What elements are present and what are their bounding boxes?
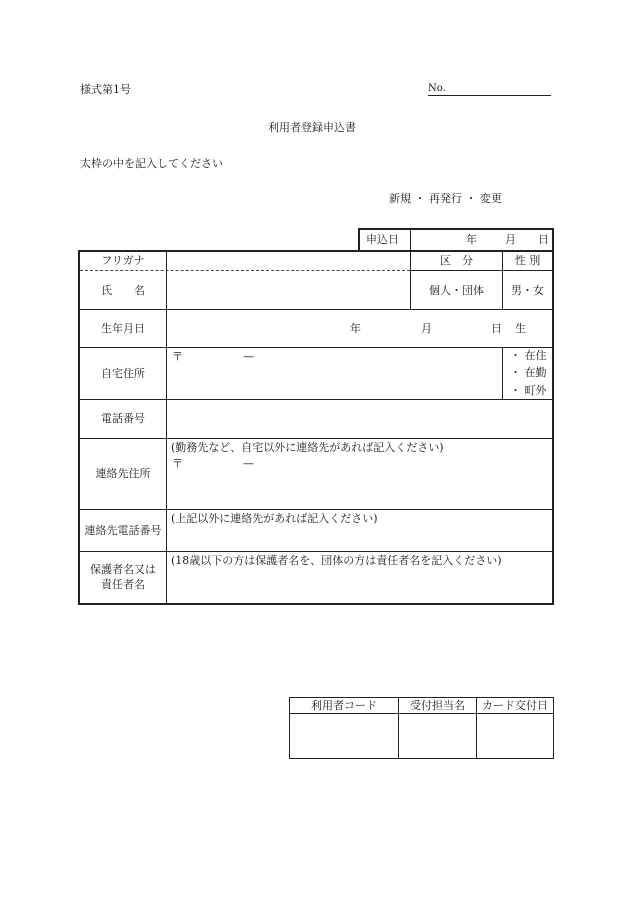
category-label: 区 分 <box>440 254 473 267</box>
postal-dash: — <box>243 350 254 363</box>
contact-phone-label: 連絡先電話番号 <box>84 524 162 537</box>
form-number: 様式第1号 <box>80 83 131 96</box>
apply-date-label: 申込日 <box>366 233 399 246</box>
card-issue-date-cell[interactable] <box>477 714 553 758</box>
instruction-text: 太枠の中を記入してください <box>80 157 223 170</box>
postal-mark: 〒 <box>172 350 183 363</box>
home-address-label: 自宅住所 <box>101 367 145 380</box>
guardian-label-line1: 保護者名又は <box>90 563 156 576</box>
contact-phone-note: (上記以外に連絡先があれば記入ください) <box>171 512 378 525</box>
category-options[interactable]: 個人・団体 <box>429 284 484 297</box>
guardian-note: (18歳以下の方は保護者名を、団体の方は責任者名を記入ください) <box>171 554 502 567</box>
gender-label: 性 別 <box>514 254 541 267</box>
receiver-cell[interactable] <box>399 714 476 758</box>
residence-option-live[interactable]: ・ 在住 <box>510 349 547 362</box>
birth-suffix-label: 生 <box>515 322 526 335</box>
name-label: 氏 名 <box>101 284 145 297</box>
furigana-label: フリガナ <box>101 254 145 267</box>
residence-option-outside[interactable]: ・ 町外 <box>510 384 547 397</box>
name-field[interactable] <box>167 271 409 309</box>
receiver-header: 受付担当名 <box>410 699 465 712</box>
birthdate-label: 生年月日 <box>101 322 145 335</box>
contact-address-note: (勤務先など、自宅以外に連絡先があれば記入ください) <box>171 441 444 454</box>
application-type-options[interactable]: 新規 ・ 再発行 ・ 変更 <box>389 192 502 205</box>
serial-number-underline <box>428 95 551 96</box>
contact-postal-mark: 〒 <box>172 457 183 470</box>
apply-date-field[interactable] <box>411 230 551 250</box>
user-code-cell[interactable] <box>290 714 398 758</box>
card-issue-date-header: カード交付日 <box>482 699 548 712</box>
phone-field[interactable] <box>167 400 552 438</box>
document-title: 利用者登録申込書 <box>268 121 356 134</box>
furigana-field[interactable] <box>167 252 409 270</box>
apply-date-day-label: 日 <box>538 233 549 246</box>
residence-option-work[interactable]: ・ 在勤 <box>510 366 547 379</box>
serial-number-label: No. <box>428 83 446 94</box>
phone-label: 電話番号 <box>101 412 145 425</box>
apply-date-month-label: 月 <box>505 233 516 246</box>
birth-day-label: 日 <box>491 322 502 335</box>
user-code-header: 利用者コード <box>311 699 377 712</box>
gender-options[interactable]: 男・女 <box>511 284 544 297</box>
contact-postal-dash: — <box>243 457 254 470</box>
birth-month-label: 月 <box>421 322 432 335</box>
home-address-field[interactable] <box>167 348 502 399</box>
apply-date-year-label: 年 <box>466 233 477 246</box>
guardian-label-line2: 責任者名 <box>101 578 145 591</box>
contact-address-label: 連絡先住所 <box>95 467 151 480</box>
birth-year-label: 年 <box>350 322 361 335</box>
